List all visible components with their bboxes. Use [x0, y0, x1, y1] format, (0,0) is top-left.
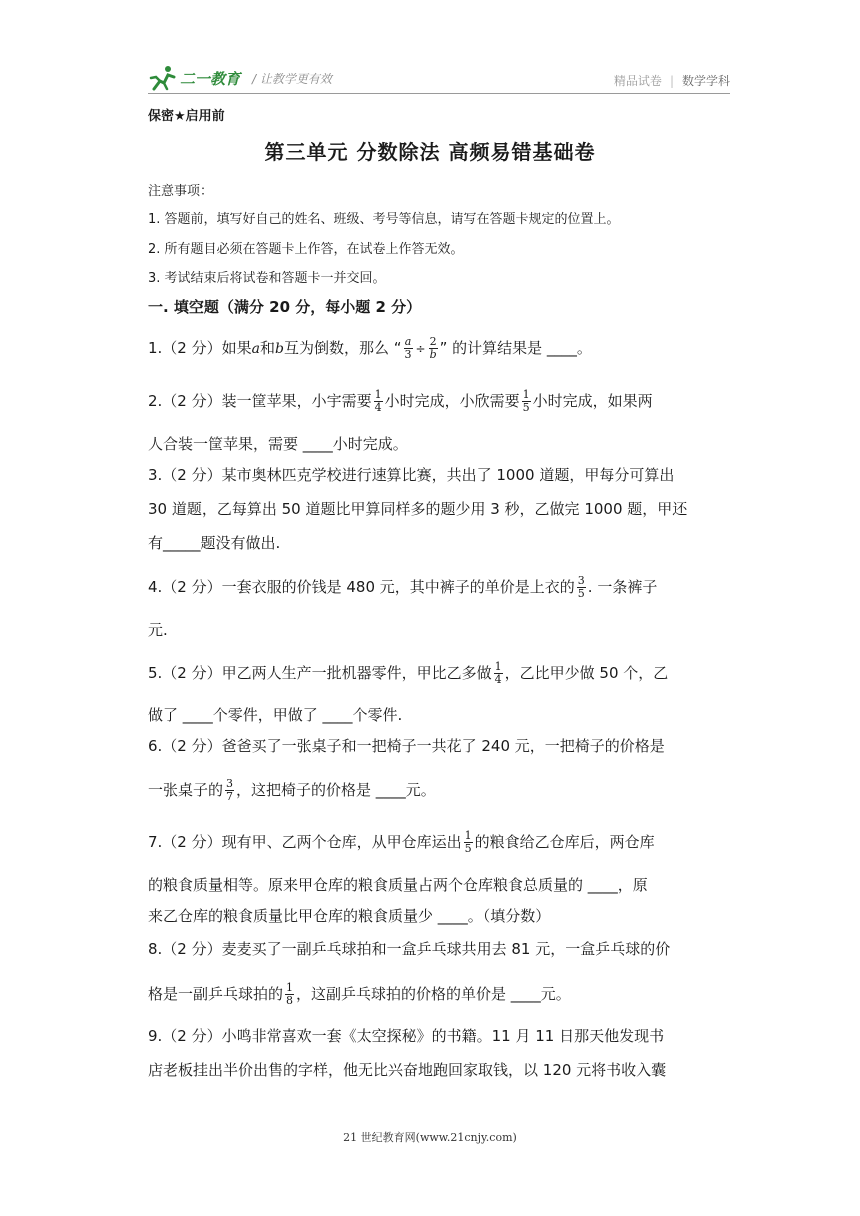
notice-item: 1. 答题前，填写好自己的姓名、班级、考号等信息，请写在答题卡规定的位置上。: [148, 212, 620, 227]
question-text: ，乙比甲少做 50 个，乙: [504, 664, 669, 682]
header-divider: [148, 93, 730, 94]
question-text: 5.（2 分）甲乙两人生产一批机器零件，甲比乙多做: [148, 664, 492, 682]
fraction-numerator: 3: [226, 777, 234, 790]
fraction-denominator: 5: [464, 842, 472, 855]
fraction-numerator: 1: [286, 981, 294, 994]
logo-slogan: / 让教学更有效: [252, 71, 332, 86]
fraction: [429, 336, 438, 361]
question-text: 4.（2 分）一套衣服的价钱是 480 元，其中裤子的单价是上衣的: [148, 578, 575, 596]
header-separator: |: [669, 73, 674, 88]
question-8-line-1: 8.（2 分）麦麦买了一副乒乓球拍和一盒乒乓球共用去 81 元，一盒乒乓球的价: [148, 940, 671, 958]
fraction-denominator: 4: [374, 401, 382, 414]
fraction-numerator: 1: [522, 388, 530, 401]
fraction-denominator: 5: [522, 401, 530, 414]
fraction-denominator: 3: [404, 348, 412, 361]
question-5: [148, 661, 738, 686]
question-text: 的粮食给乙仓库后，两仓库: [474, 833, 655, 851]
fraction: [522, 389, 531, 414]
fraction-denominator: 7: [226, 790, 234, 803]
fraction-denominator: 4: [494, 673, 502, 686]
question-text: 小时完成，如果两: [532, 392, 653, 410]
fraction-numerator: 1: [374, 388, 382, 401]
notice-heading: 注意事项：: [148, 184, 214, 199]
question-text: . 一条裤子: [587, 578, 658, 596]
divide-sign: ÷: [415, 342, 426, 356]
header-meta: [614, 72, 730, 89]
question-3-line-2: 30 道题，乙每算出 50 道题比甲算同样多的题少用 3 秒，乙做完 1000 题，甲还: [148, 500, 688, 518]
running-man-icon: [148, 65, 178, 91]
question-9-line-1: 9.（2 分）小鸣非常喜欢一套《太空探秘》的书籍。11 月 11 日那天他发现书: [148, 1027, 665, 1045]
secret-label: 保密★启用前: [148, 109, 225, 124]
question-5-line-2: 做了 ____个零件，甲做了 ____个零件.: [148, 706, 403, 724]
section-title: 一. 填空题（满分 20 分，每小题 2 分）: [148, 298, 422, 316]
question-text: ，这把椅子的价格是 ____元。: [236, 781, 436, 799]
question-3-line-3: 有_____题没有做出.: [148, 534, 281, 552]
question-text: 2.（2 分）装一筐苹果，小宇需要: [148, 392, 372, 410]
fraction-numerator: 1: [464, 829, 472, 842]
fraction-numerator: 2: [429, 335, 437, 348]
variable-a: a: [251, 341, 260, 357]
question-8-line-2: [148, 982, 738, 1007]
fraction: [285, 982, 294, 1007]
fraction: [225, 778, 234, 803]
question-4-line-2: 元.: [148, 621, 168, 639]
fraction-denominator: 8: [286, 994, 294, 1007]
question-1: [148, 336, 738, 361]
question-9-line-2: 店老板挂出半价出售的字样，他无比兴奋地跑回家取钱，以 120 元将书收入囊: [148, 1061, 667, 1079]
question-text: 小时完成，小欣需要: [384, 392, 520, 410]
question-3-line-1: 3.（2 分）某市奥林匹克学校进行速算比赛，共出了 1000 道题，甲每分可算出: [148, 466, 675, 484]
question-6-line-2: [148, 778, 738, 803]
logo-brand: 二一教育: [180, 69, 241, 88]
question-text: ，这副乒乓球拍的价格的单价是 ____元。: [296, 985, 571, 1003]
question-text: 7.（2 分）现有甲、乙两个仓库，从甲仓库运出: [148, 833, 462, 851]
logo: [148, 64, 332, 92]
header-label: 精品试卷: [613, 74, 662, 88]
question-text: 1.（2 分）如果: [148, 339, 252, 357]
fraction-numerator: 1: [494, 660, 502, 673]
question-7: [148, 830, 738, 855]
question-text: 互为倒数，那么 “: [283, 339, 402, 357]
question-2-line-2: 人合装一筐苹果，需要 ____小时完成。: [148, 435, 408, 453]
question-7-line-3: 来乙仓库的粮食质量比甲仓库的粮食质量少 ____。（填分数）: [148, 907, 551, 925]
question-7-line-2: 的粮食质量相等。原来甲仓库的粮食质量占两个仓库粮食总质量的 ____，原: [148, 876, 648, 894]
fraction-numerator: a: [404, 335, 412, 348]
question-2: [148, 389, 738, 414]
fraction-numerator: 3: [577, 574, 585, 587]
fraction: [494, 661, 503, 686]
question-6-line-1: 6.（2 分）爸爸买了一张桌子和一把椅子一共花了 240 元，一把椅子的价格是: [148, 737, 665, 755]
question-text: 格是一副乒乓球拍的: [148, 985, 284, 1003]
question-4: [148, 575, 738, 600]
page-title: 第三单元 分数除法 高频易错基础卷: [264, 140, 596, 164]
page-footer: 21 世纪教育网(www.21cnjy.com): [343, 1131, 517, 1144]
page-header: [148, 62, 730, 94]
notice-item: 3. 考试结束后将试卷和答题卡一并交回。: [148, 271, 386, 286]
notice-item: 2. 所有题目必须在答题卡上作答，在试卷上作答无效。: [148, 242, 464, 257]
fraction: [577, 575, 586, 600]
fraction: [464, 830, 473, 855]
fraction-denominator: 5: [577, 587, 585, 600]
fraction: [404, 336, 413, 361]
header-subject: 数学学科: [681, 74, 730, 88]
question-text: 一张桌子的: [148, 781, 224, 799]
question-text: ” 的计算结果是 ____。: [439, 339, 592, 357]
variable-b: b: [275, 341, 284, 357]
fraction-denominator: b: [429, 348, 437, 361]
fraction: [374, 389, 383, 414]
question-text: 和: [259, 339, 275, 357]
